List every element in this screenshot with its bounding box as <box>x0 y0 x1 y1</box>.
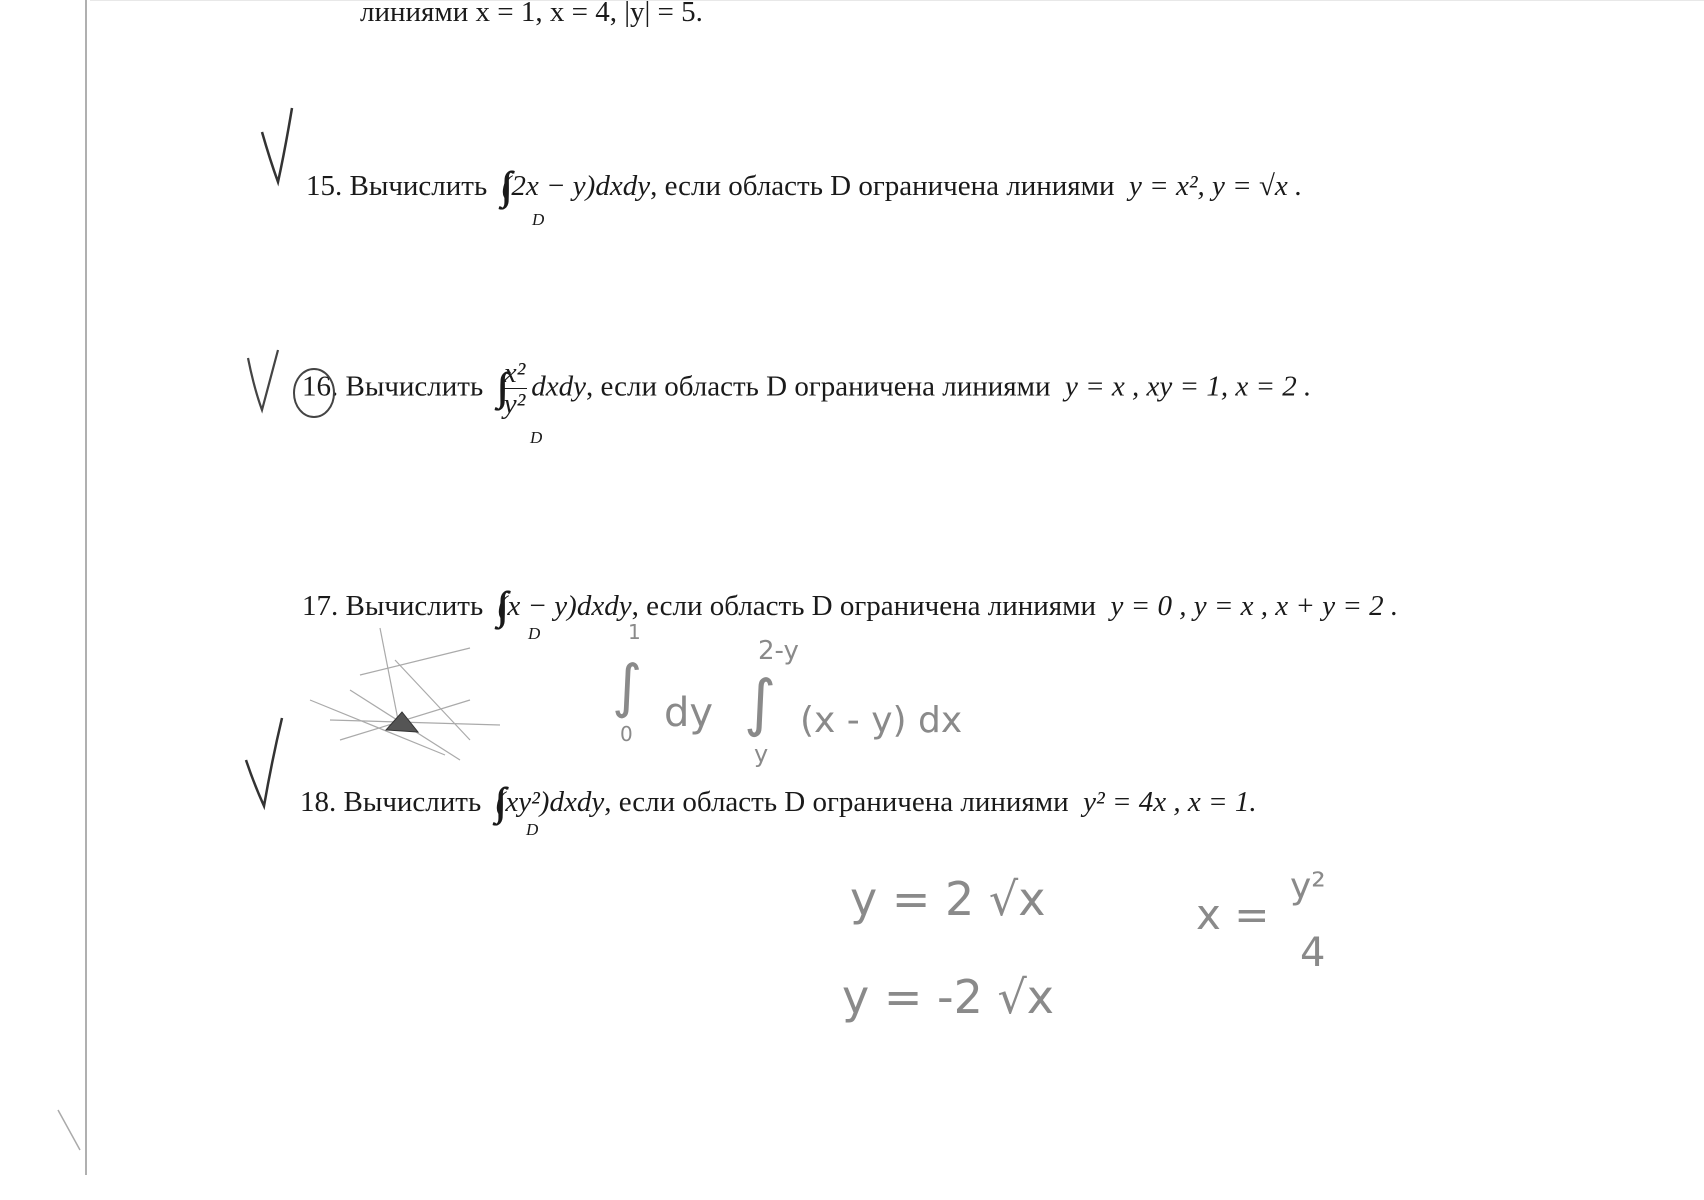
boundary-curves: y = 0 , y = x , x + y = 2 . <box>1110 590 1399 622</box>
handwritten-eq2: y = -2 √x <box>842 970 1055 1024</box>
handwritten-eq3-lhs: x = <box>1196 890 1270 939</box>
handwritten-integral-inner: ∫ <box>744 666 777 739</box>
domain-sub: D <box>532 210 545 229</box>
condition: , если область D ограничена линиями <box>650 170 1115 202</box>
handwritten-eq1: y = 2 √x <box>850 872 1046 926</box>
problem-number: 16. <box>302 370 339 403</box>
problem-number: 17. <box>302 590 339 622</box>
integrand: (xy²)dxdy <box>495 786 605 818</box>
condition: , если область D ограничена линиями <box>586 370 1051 403</box>
problem-verb: Вычислить <box>345 590 484 622</box>
integrand-tail: dxdy <box>531 370 587 403</box>
handwritten-lower-outer: 0 <box>620 722 633 746</box>
handwritten-lower-inner: y <box>754 740 769 768</box>
handwritten-dy: dy <box>664 690 714 736</box>
handwritten-eq3-den: 4 <box>1300 930 1326 976</box>
problem-18 <box>300 774 1257 821</box>
condition: , если область D ограничена линиями <box>604 786 1069 818</box>
boundary-curves: y² = 4x , x = 1. <box>1083 786 1257 818</box>
checkmark-icon <box>262 108 292 182</box>
integrand: (2x − y)dxdy <box>501 170 651 202</box>
checkmark-icon <box>248 350 278 410</box>
handwritten-integrand: (x - y) dx <box>800 700 963 741</box>
pencil-sketch <box>310 628 500 760</box>
integrand-fraction: $\frac{\text{x²}}{\text{y²}}$ <box>503 357 526 421</box>
handwritten-integral-outer: ∫ <box>612 652 643 720</box>
condition: , если область D ограничена линиями <box>631 590 1097 622</box>
triangle-shape <box>386 712 418 732</box>
integrand: (x − y)dxdy <box>497 590 632 622</box>
problem-verb: Вычислить <box>349 170 488 202</box>
problem-17 <box>302 578 1398 625</box>
problem-number: 18. <box>300 786 337 818</box>
handwritten-upper-outer: 1 <box>628 620 641 644</box>
handwritten-eq3-num: y² <box>1290 866 1326 907</box>
checkmark-icon <box>246 718 282 806</box>
domain-sub: D <box>530 428 543 447</box>
problem-number: 15. <box>306 170 343 202</box>
problem-verb: Вычислить <box>343 786 482 818</box>
problem-16 <box>302 358 1311 420</box>
boundary-curves: y = x², y = √x . <box>1129 170 1303 202</box>
problem-15 <box>306 158 1302 205</box>
boundary-curves: y = x , xy = 1, x = 2 . <box>1064 370 1312 403</box>
problem-verb: Вычислить <box>345 370 484 403</box>
handwritten-upper-inner: 2-y <box>758 636 799 666</box>
header-fragment: линиями x = 1, x = 4, |y| = 5. <box>360 0 703 28</box>
domain-sub: D <box>528 624 541 643</box>
domain-sub: D <box>526 820 539 839</box>
